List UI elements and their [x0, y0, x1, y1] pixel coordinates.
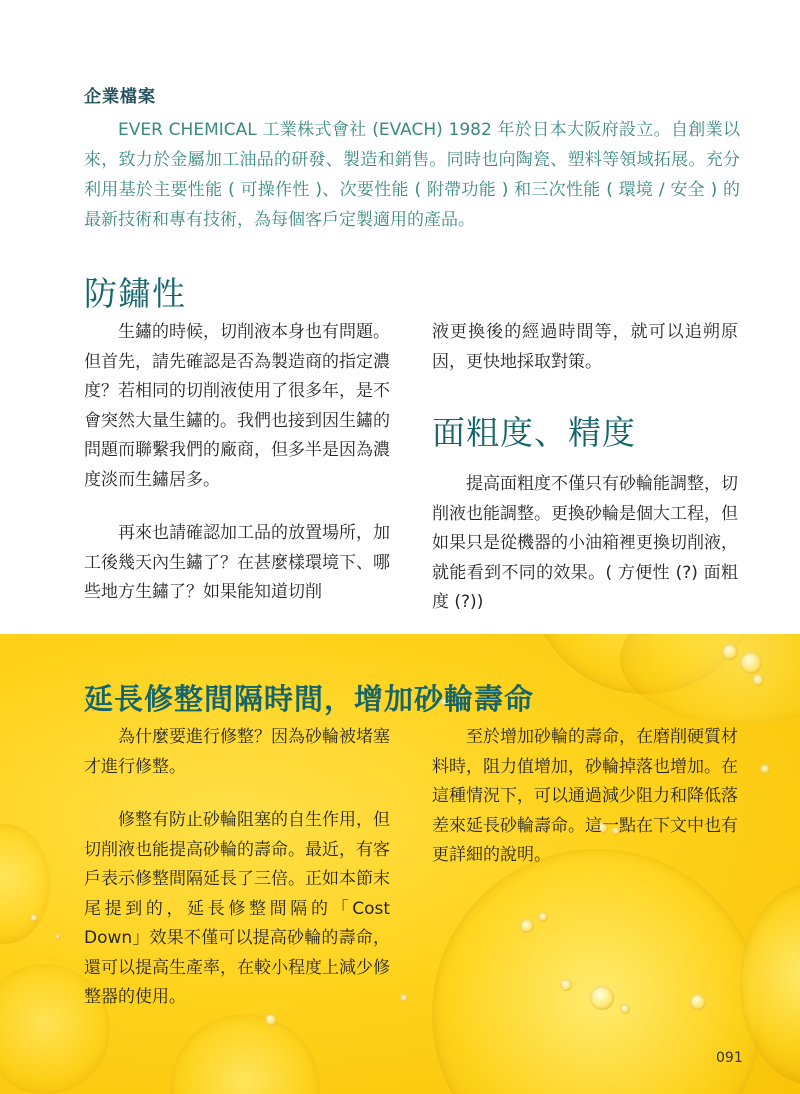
dressing-paragraph-1: 為什麼要進行修整？因為砂輪被堵塞才進行修整。 [84, 727, 390, 777]
small-bubble [752, 674, 764, 686]
surface-finish-heading: 面粗度、精度 [432, 413, 636, 452]
small-bubble [30, 914, 38, 922]
profile-body: EVER CHEMICAL 工業株式會社 (EVACH) 1982 年於日本大阪府設立。自創業以來，致力於金屬加工油品的研發、製造和銷售。同時也向陶瓷、塑料等領域拓展。充分利用基於主要性能 ( 可操作性 )、次要性能 ( 附帶功能 ) 和三次性能 ( 環境 / 安全 ) 的最新技術和專有技術，為每個客戶定製適用的產品。 [84, 120, 740, 230]
dressing-interval-heading: 延長修整間隔時間，增加砂輪壽命 [84, 682, 535, 716]
company-profile [84, 82, 740, 235]
oil-bubble [620, 634, 800, 724]
oil-bubble [170, 1014, 320, 1094]
small-bubble [590, 986, 614, 1010]
small-bubble [560, 979, 572, 991]
page-number: 091 [716, 1050, 743, 1066]
small-bubble [620, 1004, 630, 1014]
small-bubble [690, 994, 706, 1010]
small-bubble [265, 1014, 277, 1026]
small-bubble [55, 934, 61, 940]
small-bubble [740, 652, 762, 674]
small-bubble [520, 919, 534, 933]
dressing-paragraph-2: 修整有防止砂輪阻塞的自生作用，但切削液也能提高砂輪的壽命。最近，有客戶表示修整間隔延長了三倍。正如本節末尾提到的，延長修整間隔的「Cost Down」效果不僅可以提高砂輪的壽命，還可以提高生產率，在較小程度上減少修整器的使用。 [84, 810, 390, 1007]
rust-left-column [84, 318, 390, 608]
oil-bubble [432, 849, 762, 1094]
dressing-right-column [432, 723, 738, 871]
small-bubble [538, 912, 548, 922]
rust-paragraph-1: 生鏽的時候，切削液本身也有問題。但首先，請先確認是否為製造商的指定濃度？若相同的切削液使用了很多年，是不會突然大量生鏽的。我們也接到因生鏽的問題而聯繫我們的廠商，但多半是因為濃度淡而生鏽居多。 [84, 322, 390, 490]
small-bubble [722, 644, 738, 660]
dressing-left-column [84, 723, 390, 1013]
dressing-paragraph-3: 至於增加砂輪的壽命，在磨削硬質材料時，阻力值增加，砂輪掉落也增加。在這種情況下，可以通過減少阻力和降低落差來延長砂輪壽命。這一點在下文中也有更詳細的說明。 [432, 727, 738, 865]
right-column-1 [432, 318, 738, 618]
rust-paragraph-2: 再來也請確認加工品的放置場所，加工後幾天內生鏽了？在甚麼樣環境下、哪些地方生鏽了？如果能知道切削 [84, 523, 390, 602]
small-bubble [760, 764, 770, 774]
rust-paragraph-3: 液更換後的經過時間等，就可以追朔原因，更快地採取對策。 [432, 322, 738, 372]
rust-prevention-heading: 防鏽性 [84, 274, 186, 313]
small-bubble [400, 994, 408, 1002]
oil-bubble [0, 824, 50, 944]
profile-heading: 企業檔案 [84, 87, 156, 107]
surface-finish-paragraph: 提高面粗度不僅只有砂輪能調整，切削液也能調整。更換砂輪是個大工程，但如果只是從機器的小油箱裡更換切削液，就能看到不同的效果。( 方便性 (?) 面粗度 (?)) [432, 474, 738, 612]
